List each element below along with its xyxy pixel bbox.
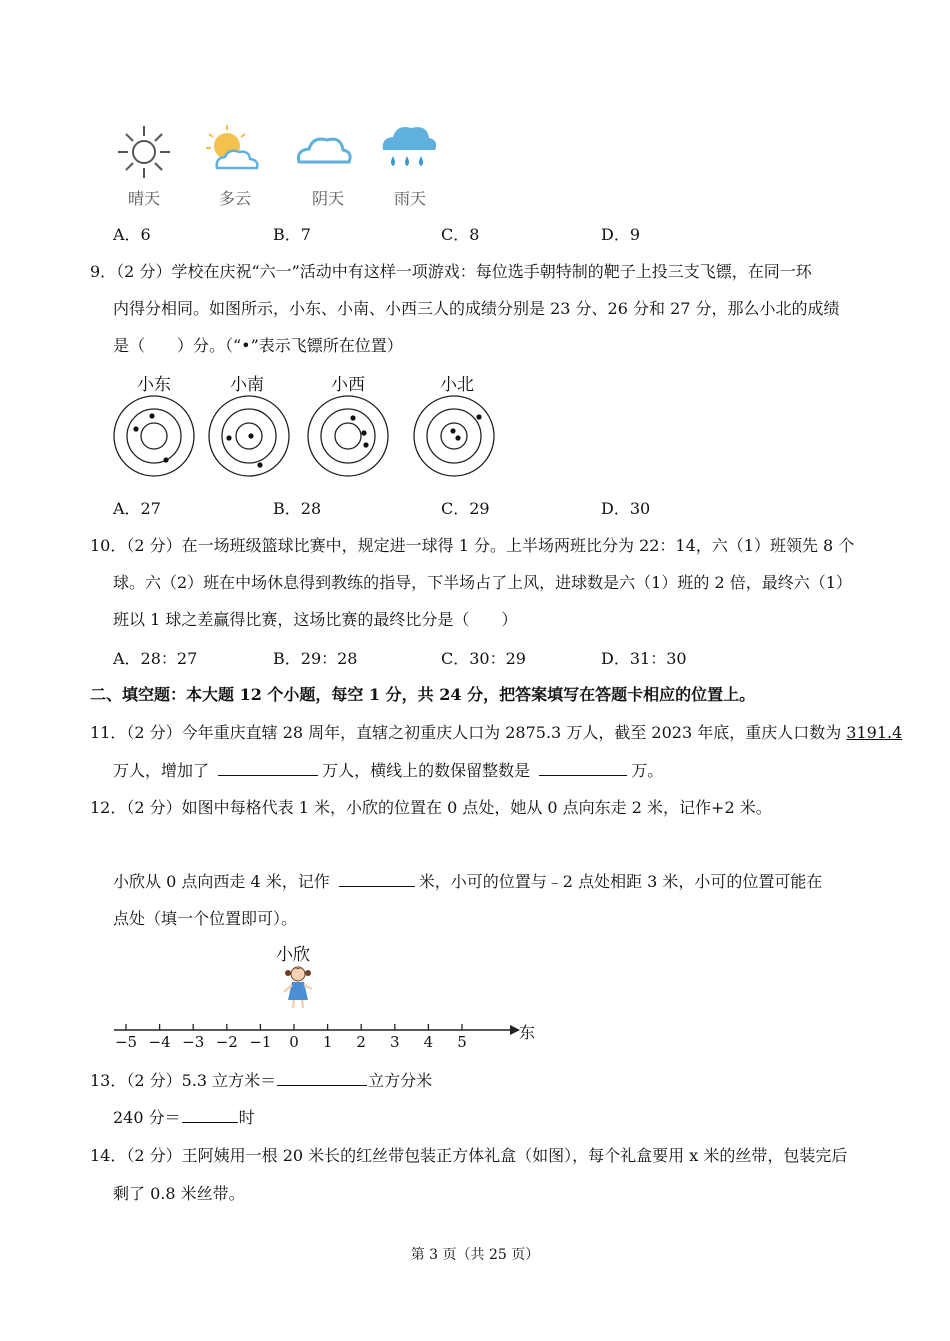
- number-line-person-label: 小欣: [276, 945, 310, 965]
- target-label-xiaobei: 小北: [440, 375, 474, 395]
- q9-option-a: A．27: [113, 499, 161, 518]
- number-line-tick-label: 0: [289, 1033, 299, 1051]
- q12-line-1: 12．（2 分）如图中每格代表 1 米，小欣的位置在 0 点处，她从 0 点向东走 2 米，记作+2 米。: [90, 798, 772, 817]
- q13-blank-cubic[interactable]: [277, 1069, 367, 1086]
- number-line-tick-label: 4: [423, 1033, 434, 1051]
- q10-line-3: 班以 1 球之差赢得比赛，这场比赛的最终比分是（ ）: [113, 610, 518, 629]
- q11-line-1: [90, 720, 902, 743]
- sun-icon: [114, 122, 174, 182]
- q13-text-d: 时: [238, 1108, 255, 1127]
- target-xiaoxi: [306, 394, 390, 478]
- weather-label-rainy: 雨天: [393, 189, 426, 208]
- page-footer: 第 3 页（共 25 页）: [410, 1247, 540, 1263]
- q9-line-1: 9．（2 分）学校在庆祝“六一”活动中有这样一项游戏：每位选手朝特制的靶子上投三支飞镖，在同一环: [90, 262, 812, 281]
- q13-line-2: [113, 1105, 255, 1128]
- q11-line-2: [113, 758, 663, 781]
- q11-text-d: 万。: [631, 761, 664, 780]
- q8-option-a: A．6: [113, 225, 151, 244]
- number-line-tick-label: −3: [182, 1033, 205, 1051]
- target-xiaobei: [412, 394, 496, 478]
- target-label-xiaoxi: 小西: [331, 375, 365, 395]
- q10-line-2: 球。六（2）班在中场休息得到教练的指导，下半场占了上风，进球数是六（1）班的 2 倍，最终六（1）: [113, 573, 852, 592]
- weather-label-cloudy: 阴天: [311, 189, 344, 208]
- q11-text-a: 11．（2 分）今年重庆直辖 28 周年，直辖之初重庆人口为 2875.3 万人，截至 2023 年底，重庆人口数为: [90, 723, 847, 742]
- q8-option-c: C．8: [441, 225, 480, 244]
- q10-option-b: B．29：28: [273, 649, 358, 668]
- q10-option-a: A．28：27: [113, 649, 198, 668]
- q11-text-c: 万人，横线上的数保留整数是: [322, 761, 536, 780]
- q8-option-b: B．7: [273, 225, 311, 244]
- rain-icon: [379, 120, 439, 180]
- q14-line-1: 14．（2 分）王阿姨用一根 20 米长的红丝带包装正方体礼盒（如图），每个礼盒要用 x 米的丝带，包装完后: [90, 1146, 848, 1165]
- section-2-heading: 二、填空题：本大题 12 个小题，每空 1 分，共 24 分，把答案填写在答题卡相应的位置上。: [90, 685, 756, 704]
- q10-option-d: D．31：30: [601, 649, 687, 668]
- q12-line-2: [113, 869, 822, 892]
- number-line-tick-label: 2: [356, 1033, 366, 1051]
- number-line-tick-label: −2: [215, 1033, 238, 1051]
- q11-population-underlined: 3191.4: [846, 723, 903, 742]
- q13-blank-hours[interactable]: [182, 1106, 238, 1123]
- q10-line-1: 10．（2 分）在一场班级篮球比赛中，规定进一球得 1 分。上半场两班比分为 22：14，六（1）班领先 8 个: [90, 536, 855, 555]
- weather-label-partly-cloudy: 多云: [218, 189, 251, 208]
- number-line-tick-label: 3: [390, 1033, 400, 1051]
- q12-blank-west[interactable]: [339, 870, 415, 887]
- number-line-tick-label: 1: [322, 1033, 333, 1051]
- q13-text-c: 240 分＝: [113, 1108, 181, 1127]
- q14-line-2: 剩了 0.8 米丝带。: [113, 1184, 245, 1203]
- q9-option-d: D．30: [601, 499, 651, 518]
- q9-option-b: B．28: [273, 499, 322, 518]
- target-label-xiaodong: 小东: [137, 375, 171, 395]
- cloudy-icon: [293, 122, 353, 182]
- q9-line-2: 内得分相同。如图所示，小东、小南、小西三人的成绩分别是 23 分、26 分和 27 分，那么小北的成绩: [113, 299, 840, 318]
- weather-label-sunny: 晴天: [127, 189, 160, 208]
- q11-blank-rounded[interactable]: [539, 759, 627, 776]
- q13-text-a: 13．（2 分）5.3 立方米＝: [90, 1071, 277, 1090]
- target-label-xiaonan: 小南: [230, 375, 264, 395]
- number-line-east-label: 东: [519, 1023, 536, 1042]
- q13-text-b: 立方分米: [368, 1071, 433, 1090]
- q11-blank-increase[interactable]: [218, 759, 318, 776]
- number-line-tick-label: −4: [148, 1033, 171, 1051]
- q9-line-3: 是（ ）分。（“•”表示飞镖所在位置）: [113, 336, 403, 355]
- q11-text-b: 万人，增加了: [113, 761, 215, 780]
- target-xiaodong: [112, 394, 196, 478]
- girl-figure-icon: [278, 964, 318, 1012]
- q12-line-3: 点处（填一个位置即可）。: [113, 909, 298, 928]
- q12-text-a: 小欣从 0 点向西走 4 米，记作: [113, 872, 335, 891]
- number-line-tick-label: −1: [249, 1033, 272, 1051]
- q13-line-1: [90, 1068, 432, 1091]
- partly-cloudy-icon: [203, 122, 263, 182]
- q10-option-c: C．30：29: [441, 649, 526, 668]
- q12-text-b: 米，小可的位置与﹣2 点处相距 3 米，小可的位置可能在: [418, 872, 823, 891]
- q8-option-d: D．9: [601, 225, 641, 244]
- target-xiaonan: [207, 394, 291, 478]
- q9-option-c: C．29: [441, 499, 490, 518]
- number-line-tick-label: −5: [114, 1033, 138, 1051]
- number-line-tick-label: 5: [457, 1033, 467, 1051]
